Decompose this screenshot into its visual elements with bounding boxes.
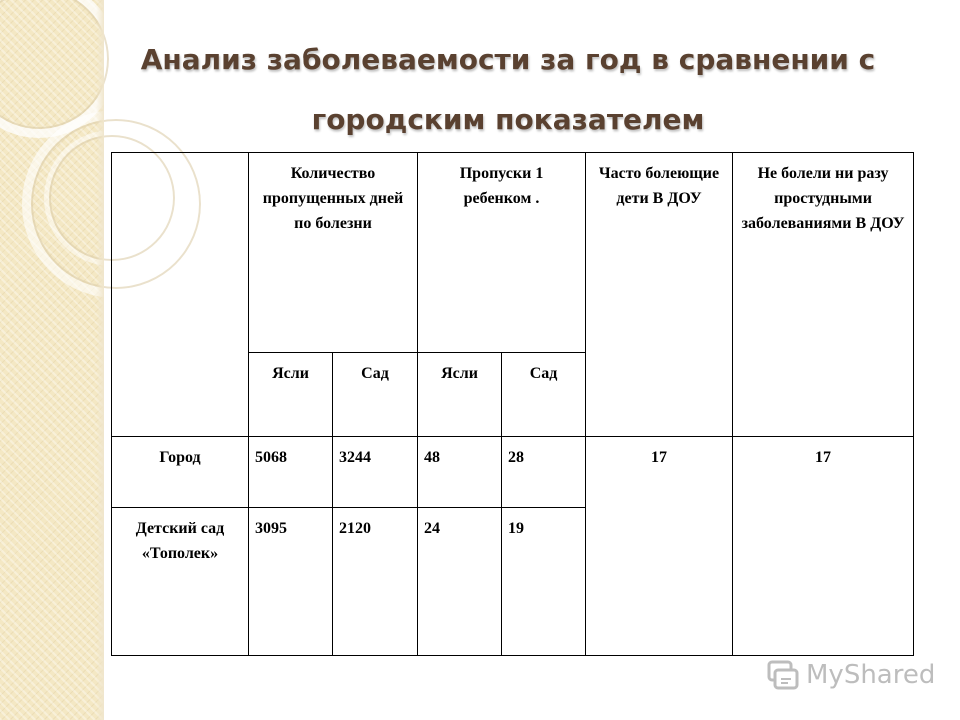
header-absences-per-child: Пропуски 1 ребенком . xyxy=(418,153,586,353)
subheader-nursery-2: Ясли xyxy=(418,353,502,437)
cell-value: 48 xyxy=(418,437,502,508)
title-line-2: городским показателем xyxy=(311,103,705,136)
row-label-city: Город xyxy=(112,437,249,508)
header-missed-days: Количество пропущенных дней по болезни xyxy=(249,153,418,353)
header-never-sick: Не болели ни разу простудными заболеваниями В ДОУ xyxy=(733,153,914,437)
cell-value: 28 xyxy=(502,437,586,508)
table-row xyxy=(112,437,914,508)
header-often-sick: Часто болеющие дети В ДОУ xyxy=(586,153,733,437)
cell-value: 2120 xyxy=(333,508,418,656)
cell-value: 5068 xyxy=(249,437,333,508)
morbidity-table xyxy=(111,152,914,656)
cell-value: 3244 xyxy=(333,437,418,508)
cell-often-sick-value: 17 xyxy=(586,437,733,656)
slide-title xyxy=(108,30,908,150)
decorative-side-band xyxy=(0,0,104,720)
cell-never-sick-value: 17 xyxy=(733,437,914,656)
subheader-kindergarten-1: Сад xyxy=(333,353,418,437)
band-edge xyxy=(96,0,104,720)
row-label-kindergarten: Детский сад «Тополек» xyxy=(112,508,249,656)
cell-value: 24 xyxy=(418,508,502,656)
cell-value: 19 xyxy=(502,508,586,656)
watermark xyxy=(766,655,935,695)
title-line-1: Анализ заболеваемости за год в сравнении с xyxy=(140,43,876,76)
subheader-kindergarten-2: Сад xyxy=(502,353,586,437)
corner-cell xyxy=(112,153,249,437)
subheader-nursery-1: Ясли xyxy=(249,353,333,437)
cell-value: 3095 xyxy=(249,508,333,656)
myshared-logo-icon xyxy=(766,658,800,692)
watermark-text: MyShared xyxy=(806,660,936,690)
